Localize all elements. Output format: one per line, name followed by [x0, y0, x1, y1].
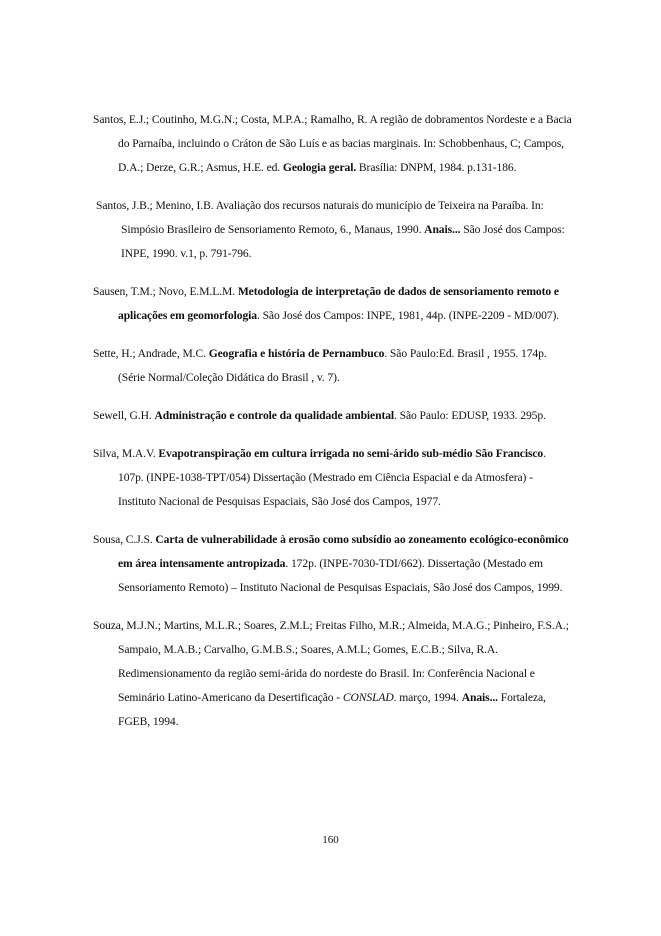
reference-text: . 107p. (INPE-1038-TPT/054) Dissertação (Mestrado em Ciência Espacial e da Atmosfera) - Instituto Nacional de Pesquisas Espaciais, São José dos Campos, 1977. [118, 447, 546, 508]
reference-text: . São Paulo: EDUSP, 1933. 295p. [394, 409, 546, 422]
reference-entry [93, 342, 573, 390]
reference-entry [93, 528, 573, 600]
reference-title: Evapotranspiração em cultura irrigada no semi-árido sub-médio São Francisco [158, 447, 544, 460]
reference-entry [93, 442, 573, 514]
page-number: 160 [322, 834, 339, 846]
reference-title: Administração e controle da qualidade ambiental [154, 409, 395, 422]
reference-text: São José dos Campos: INPE, 1990. v.1, p. 791-796. [121, 223, 565, 260]
reference-entry [93, 108, 573, 180]
reference-italic: CONSLAD [342, 691, 394, 704]
reference-entry [96, 194, 573, 266]
reference-text: Silva, M.A.V. [93, 447, 159, 460]
reference-text: Fortaleza, FGEB, 1994. [118, 691, 546, 728]
reference-entry [93, 280, 573, 328]
reference-text: Santos, J.B.; Menino, I.B. Avaliação dos recursos naturais do município de Teixeira na Paraíba. In: Simpósio Brasileiro de Sensoriamento Remoto, 6., Manaus, 1990. [96, 199, 544, 236]
reference-entry [93, 614, 573, 734]
reference-list [93, 108, 573, 748]
reference-title: Anais... [461, 691, 498, 704]
reference-title: Geografia e história de Pernambuco [208, 347, 385, 360]
reference-text: Sewell, G.H. [93, 409, 155, 422]
reference-title: Carta de vulnerabilidade à erosão como subsídio ao zoneamento ecológico-econômico em área intensamente antropizada [118, 533, 569, 570]
reference-title: Anais... [424, 223, 461, 236]
reference-text: Sette, H.; Andrade, M.C. [93, 347, 209, 360]
reference-title: Metodologia de interpretação de dados de sensoriamento remoto e aplicações em geomorfologia [118, 285, 559, 322]
reference-text: . março, 1994. [393, 691, 462, 704]
reference-text: . São José dos Campos: INPE, 1981, 44p. (INPE-2209 - MD/007). [256, 309, 560, 322]
reference-text: Brasília: DNPM, 1984. p.131-186. [356, 161, 517, 174]
reference-text: Santos, E.J.; Coutinho, M.G.N.; Costa, M.P.A.; Ramalho, R. A região de dobramentos Nordeste e a Bacia do Parnaíba, incluindo o Cráton de São Luís e as bacias marginais. In: Schobbenhaus, C; Campos, D.A.; Derze, G.R.; Asmus, H.E. ed. [93, 113, 572, 174]
reference-text: . 172p. (INPE-7030-TDI/662). Dissertação (Mestado em Sensoriamento Remoto) – Instituto Nacional de Pesquisas Espaciais, São José dos Campos, 1999. [118, 557, 563, 594]
reference-text: . São Paulo:Ed. Brasil , 1955. 174p. (Série Normal/Coleção Didática do Brasil , v. 7). [118, 347, 547, 384]
reference-entry [93, 404, 573, 428]
reference-title: Geologia geral. [282, 161, 357, 174]
reference-text: Sausen, T.M.; Novo, E.M.L.M. [93, 285, 238, 298]
reference-text: Sousa, C.J.S. [93, 533, 156, 546]
reference-text: Souza, M.J.N.; Martins, M.L.R.; Soares, Z.M.L; Freitas Filho, M.R.; Almeida, M.A.G.; Pinheiro, F.S.A.; Sampaio, M.A.B.; Carvalho, G.M.B.S.; Soares, A.M.L; Gomes, E.C.B.; Silva, R.A. Redimensionamento da região semi-árida do nordeste do Brasil. In: Conferência Nacional e Seminário Latino-Americano da Desertificação - [93, 619, 569, 704]
